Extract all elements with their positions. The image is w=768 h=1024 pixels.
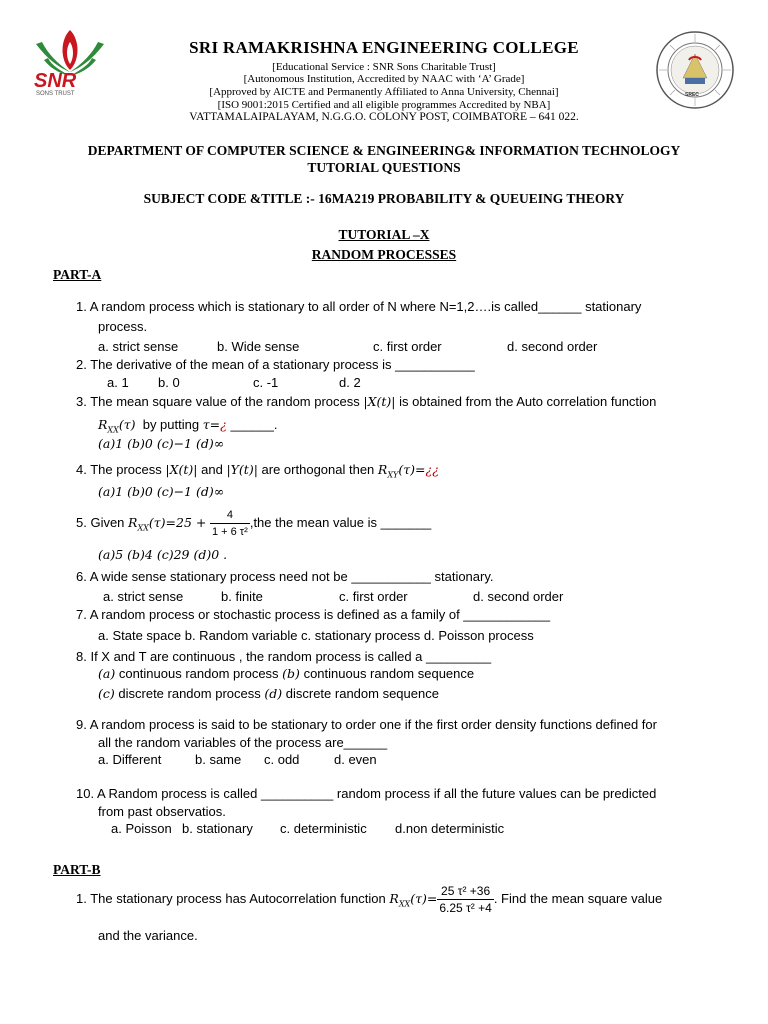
b1-text-1: 1. The stationary process has Autocorrelation function [76,890,386,906]
q1-option-d: d. second order [507,339,598,354]
b1-rxx: R [389,890,399,906]
q5-text-2: ,the the mean value is _______ [249,514,432,530]
q10-option-a: a. Poisson [111,821,172,836]
q6-option-c: c. first order [339,589,408,604]
q7-options: a. State space b. Random variable c. stationary process d. Poisson process [98,628,534,643]
question-9: 9. A random process is said to be stationary to order one if the first order density functions defined for [76,717,657,732]
q1-option-b: b. Wide sense [217,339,300,354]
q3-tau-eq: τ= [202,417,221,432]
q3-error-glyph: ¿ [220,417,227,432]
question-5 [76,507,431,540]
header-address: VATTAMALAIPALAYAM, N.G.G.O. COLONY POST, COIMBATORE – 641 022. [189,111,579,123]
q1-option-a: a. strict sense [98,339,179,354]
snr-logo-subtext: SONS TRUST [36,91,75,97]
q10-option-b: b. stationary [182,821,253,836]
college-name: SRI RAMAKRISHNA ENGINEERING COLLEGE [189,38,579,57]
header-line-1: [Educational Service : SNR Sons Charitable Trust] [272,61,496,73]
q4-text-1: 4. The process [76,462,162,477]
question-6: 6. A wide sense stationary process need not be ___________ stationary. [76,569,494,584]
q4-error-glyph-1: ¿ [425,462,433,477]
q2-option-d: d. 2 [339,375,361,390]
header-line-3: [Approved by AICTE and Permanently Affiliated to Anna University, Chennai] [209,86,559,98]
q3-rxx: R [98,417,108,432]
question-7: 7. A random process or stochastic process is defined as a family of ____________ [76,607,551,622]
question-1-cont: process. [98,319,148,334]
q8-label-b: (b) [282,666,300,681]
q8-options-row-2 [98,686,439,702]
q4-rxy-end: (τ)= [398,462,426,477]
snr-logo-text: SNR [34,70,77,92]
q5-rxx-sub: XX [137,523,149,533]
question-10: 10. A Random process is called __________ random process if all the future values can be predicted [76,786,657,801]
q5-options: (a)5 (b)4 (c)29 (d)0 . [98,547,228,562]
q2-option-b: b. 0 [158,375,180,390]
q4-text-2: and [201,462,223,477]
part-b-question-1 [76,883,662,916]
q8-option-a: continuous random process [118,666,279,681]
q8-options-row-1 [98,666,474,682]
q9-option-b: b. same [195,752,242,767]
q4-options: (a)1 (b)0 (c)−1 (d)∞ [98,484,225,499]
question-3 [76,394,656,410]
q8-option-d: discrete random sequence [285,686,439,701]
q2-option-a: a. 1 [107,375,129,390]
q5-rxx: R [128,514,138,530]
part-a-heading: PART-A [53,267,102,282]
q5-text-1: 5. Given [76,514,125,530]
q5-denominator: 1 + 6 τ² [211,526,248,538]
q10-option-d: d.non deterministic [395,821,505,836]
q9-option-c: c. odd [264,752,300,767]
part-b-heading: PART-B [53,862,101,877]
q6-option-d: d. second order [473,589,564,604]
q3-text-1: 3. The mean square value of the random process [76,394,360,409]
q3-options: (a)1 (b)0 (c)−1 (d)∞ [98,436,225,451]
question-10-cont: from past observatios. [98,804,226,819]
question-2: 2. The derivative of the mean of a stationary process is ___________ [76,357,475,372]
q4-process-yt: |Y(t)| [226,462,258,477]
q3-blank: ______. [230,417,278,432]
question-1: 1. A random process which is stationary to all order of N where N=1,2….is called______ stationary [76,299,642,314]
question-9-cont: all the random variables of the process are______ [98,735,388,750]
b1-text-2: . Find the mean square value [493,890,663,906]
header-line-4: [ISO 9001:2015 Certified and all eligible programmes Accredited by NBA] [217,99,551,111]
q8-label-d: (d) [264,686,283,701]
q4-rxy: R [377,462,388,477]
q8-label-c: (c) [98,686,115,701]
header-line-2: [Autonomous Institution, Accredited by NAAC with ‘A’ Grade] [243,73,525,85]
q3-text-2: is obtained from the Auto correlation function [399,394,657,409]
q2-option-c: c. -1 [253,375,279,390]
seal-text: SREC [685,92,699,98]
subject-title: SUBJECT CODE &TITLE :- 16MA219 PROBABILITY & QUEUEING THEORY [143,191,625,206]
q3-tau: (τ) [118,417,136,432]
q8-label-a: (a) [98,666,116,681]
q9-option-a: a. Different [98,752,162,767]
b1-denominator: 6.25 τ² +4 [439,901,492,915]
q9-option-d: d. even [334,752,377,767]
q10-option-c: c. deterministic [280,821,367,836]
b1-lhs: (τ)= [410,890,438,906]
q6-option-a: a. strict sense [103,589,184,604]
q8-option-b: continuous random sequence [303,666,475,681]
q4-text-3: are orthogonal then [261,462,375,477]
q5-fraction [210,507,250,540]
topic-title: RANDOM PROCESSES [311,247,457,262]
b1-numerator: 25 τ² +36 [437,883,493,900]
q6-option-b: b. finite [221,589,263,604]
b1-fraction [437,883,493,916]
q3-rxx-sub: XX [107,425,119,435]
tutorial-number: TUTORIAL –X [338,227,430,242]
q5-lhs: (τ)=25 + [148,514,207,530]
b1-rxx-sub: XX [398,899,411,909]
q4-process-xt: |X(t)| [165,462,198,477]
question-8: 8. If X and T are continuous , the random process is called a _________ [76,649,492,664]
q8-option-c: discrete random process [118,686,261,701]
q3-process-xt: |X(t)| [363,394,396,409]
q1-option-c: c. first order [373,339,442,354]
q4-error-glyph-2: ¿ [432,462,439,477]
doc-type: TUTORIAL QUESTIONS [307,160,461,175]
question-4: 4. The process |X(t)| and |Y(t)| are orthogonal then $R_{XY}(\tau)=¿¿$ [76,462,439,480]
department-title: DEPARTMENT OF COMPUTER SCIENCE & ENGINEERING& INFORMATION TECHNOLOGY [87,143,681,158]
q5-numerator: 4 [210,507,250,524]
part-b-question-1-cont: and the variance. [98,928,198,943]
q3-text-3: by putting [142,417,200,432]
